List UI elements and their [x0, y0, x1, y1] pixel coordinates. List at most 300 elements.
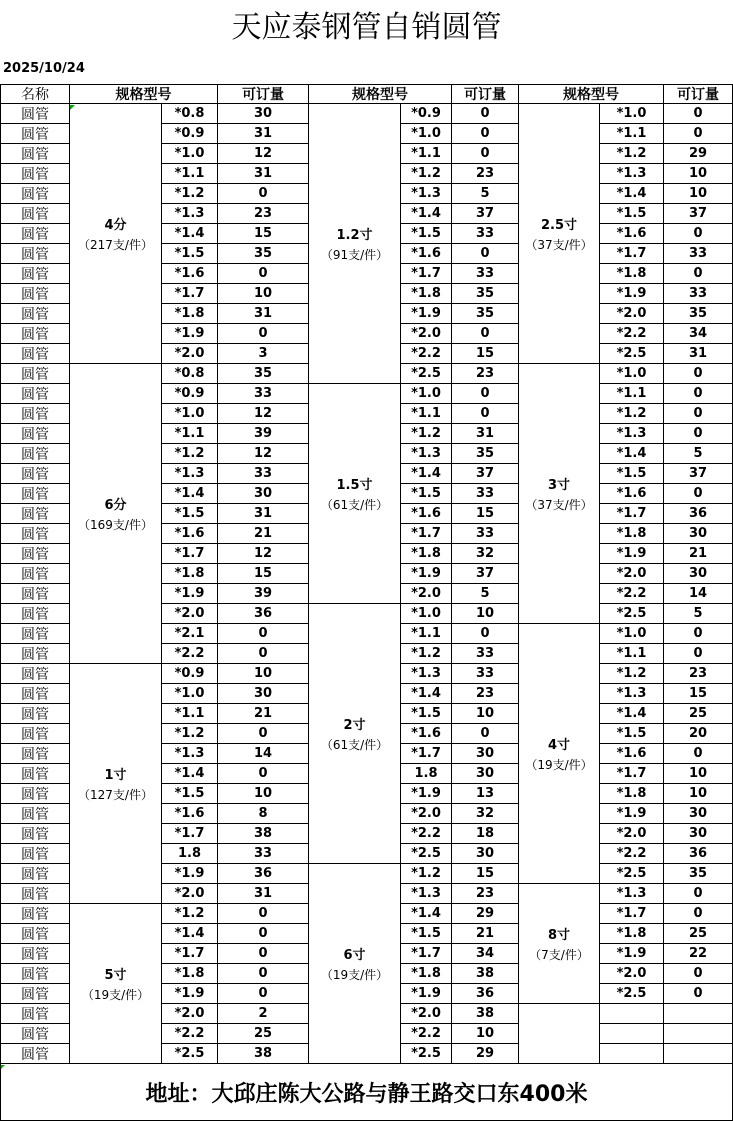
row-name-cell: 圆管 [0, 544, 70, 564]
qty-cell: 0 [664, 424, 733, 444]
qty-cell: 10 [218, 664, 309, 684]
row-name-cell: 圆管 [0, 744, 70, 764]
spec-cell: *1.2 [401, 164, 452, 184]
qty-cell: 0 [664, 644, 733, 664]
qty-cell: 5 [664, 604, 733, 624]
row-name-cell: 圆管 [0, 564, 70, 584]
qty-cell: 18 [452, 824, 519, 844]
qty-cell: 33 [452, 484, 519, 504]
qty-cell: 0 [218, 904, 309, 924]
qty-cell: 30 [218, 684, 309, 704]
group-label: 8寸 [547, 928, 571, 943]
spec-cell: *2.2 [162, 644, 218, 664]
spec-cell: *2.0 [401, 584, 452, 604]
spec-cell: *1.7 [600, 904, 664, 924]
spec-cell: *1.2 [600, 404, 664, 424]
qty-cell: 38 [218, 1044, 309, 1064]
spec-cell: *1.8 [600, 784, 664, 804]
group-label: 3寸 [547, 478, 571, 493]
spec-cell: *1.6 [162, 804, 218, 824]
spec-cell: *1.8 [600, 924, 664, 944]
spec-group [309, 384, 401, 604]
qty-cell: 33 [452, 664, 519, 684]
row-name-cell: 圆管 [0, 764, 70, 784]
qty-cell: 35 [218, 364, 309, 384]
spec-cell: *1.6 [600, 744, 664, 764]
qty-cell: 35 [452, 444, 519, 464]
spec-cell: *1.5 [600, 204, 664, 224]
spec-cell: *2.0 [600, 824, 664, 844]
header-spec: 规格型号 [519, 84, 664, 104]
row-name-cell: 圆管 [0, 404, 70, 424]
qty-cell: 12 [218, 544, 309, 564]
spec-cell: *1.1 [401, 144, 452, 164]
group-label: 1寸 [104, 768, 127, 783]
qty-cell: 10 [664, 784, 733, 804]
spec-cell: *1.4 [401, 684, 452, 704]
row-name-cell: 圆管 [0, 124, 70, 144]
spec-cell: *1.8 [401, 964, 452, 984]
spec-cell: *1.2 [600, 144, 664, 164]
spec-cell [600, 1004, 664, 1024]
qty-cell: 36 [664, 504, 733, 524]
qty-cell: 5 [452, 184, 519, 204]
qty-cell: 30 [664, 524, 733, 544]
spec-cell: *2.5 [401, 1044, 452, 1064]
spec-cell [600, 1024, 664, 1044]
spec-cell: *1.3 [162, 204, 218, 224]
row-name-cell: 圆管 [0, 704, 70, 724]
spec-cell: *2.0 [600, 564, 664, 584]
spec-cell: *1.3 [401, 664, 452, 684]
qty-cell: 29 [664, 144, 733, 164]
spec-cell: *1.6 [162, 524, 218, 544]
spec-cell: *2.5 [600, 984, 664, 1004]
spec-cell: *1.8 [600, 524, 664, 544]
row-name-cell: 圆管 [0, 844, 70, 864]
qty-cell: 0 [664, 744, 733, 764]
spec-cell: *2.0 [401, 1004, 452, 1024]
qty-cell: 39 [218, 584, 309, 604]
spec-cell: *0.9 [162, 664, 218, 684]
header-qty: 可订量 [218, 84, 309, 104]
spec-cell: *1.9 [401, 784, 452, 804]
row-name-cell: 圆管 [0, 164, 70, 184]
row-name-cell: 圆管 [0, 664, 70, 684]
qty-cell [664, 1024, 733, 1044]
row-name-cell: 圆管 [0, 884, 70, 904]
qty-cell: 25 [218, 1024, 309, 1044]
qty-cell: 30 [452, 764, 519, 784]
qty-cell: 38 [218, 824, 309, 844]
spec-cell: *1.6 [401, 244, 452, 264]
qty-cell: 0 [218, 644, 309, 664]
qty-cell: 35 [452, 284, 519, 304]
row-name-cell: 圆管 [0, 944, 70, 964]
spec-cell: *1.3 [600, 424, 664, 444]
qty-cell: 0 [218, 324, 309, 344]
spec-cell: *1.9 [600, 284, 664, 304]
spec-cell: *1.7 [401, 264, 452, 284]
qty-cell: 31 [218, 124, 309, 144]
qty-cell: 23 [452, 164, 519, 184]
row-name-cell: 圆管 [0, 1004, 70, 1024]
qty-cell: 30 [664, 804, 733, 824]
qty-cell: 10 [452, 1024, 519, 1044]
qty-cell: 25 [664, 924, 733, 944]
spec-group [519, 1004, 600, 1064]
spec-cell: *1.2 [401, 644, 452, 664]
qty-cell: 0 [664, 904, 733, 924]
group-pack-size: （19支/件） [81, 988, 150, 1002]
spec-cell: *0.8 [162, 104, 218, 124]
qty-cell: 15 [218, 224, 309, 244]
spec-cell: *1.5 [600, 724, 664, 744]
spec-cell: *1.9 [401, 984, 452, 1004]
spec-group [70, 104, 162, 364]
group-pack-size: （91支/件） [320, 248, 389, 262]
row-name-cell: 圆管 [0, 484, 70, 504]
qty-cell: 21 [452, 924, 519, 944]
qty-cell: 22 [664, 944, 733, 964]
qty-cell: 0 [452, 724, 519, 744]
spec-cell: *1.0 [162, 144, 218, 164]
row-name-cell: 圆管 [0, 724, 70, 744]
row-name-cell: 圆管 [0, 424, 70, 444]
qty-cell: 10 [664, 164, 733, 184]
qty-cell: 0 [664, 364, 733, 384]
spec-cell: *1.5 [401, 924, 452, 944]
spec-cell: *2.0 [162, 1004, 218, 1024]
qty-cell: 10 [452, 604, 519, 624]
spec-cell: *2.2 [401, 344, 452, 364]
report-date: 2025/10/24 [3, 61, 85, 76]
spec-cell: *1.1 [162, 704, 218, 724]
group-pack-size: （19支/件） [320, 968, 389, 982]
spec-cell: *1.3 [401, 444, 452, 464]
spec-cell: *1.4 [600, 444, 664, 464]
qty-cell: 30 [218, 484, 309, 504]
qty-cell: 15 [452, 504, 519, 524]
spec-group [70, 364, 162, 664]
spec-cell: *0.9 [401, 104, 452, 124]
group-label: 2.5寸 [540, 218, 578, 233]
spec-cell: *1.8 [162, 964, 218, 984]
qty-cell: 30 [664, 564, 733, 584]
spec-cell: *2.5 [600, 604, 664, 624]
qty-cell: 36 [218, 864, 309, 884]
spec-group [309, 104, 401, 384]
qty-cell: 0 [452, 144, 519, 164]
spec-cell: *1.1 [401, 404, 452, 424]
spec-cell: *1.4 [162, 924, 218, 944]
spec-cell: *1.6 [600, 484, 664, 504]
spec-cell: *1.1 [162, 164, 218, 184]
qty-cell: 0 [664, 624, 733, 644]
row-name-cell: 圆管 [0, 904, 70, 924]
spec-cell: *1.3 [600, 164, 664, 184]
row-name-cell: 圆管 [0, 964, 70, 984]
qty-cell: 37 [664, 204, 733, 224]
row-name-cell: 圆管 [0, 304, 70, 324]
qty-cell: 0 [452, 244, 519, 264]
spec-group [519, 104, 600, 364]
row-name-cell: 圆管 [0, 624, 70, 644]
spec-cell: *2.5 [401, 364, 452, 384]
spec-cell: *1.7 [600, 504, 664, 524]
qty-cell: 21 [664, 544, 733, 564]
qty-cell: 15 [664, 684, 733, 704]
spec-cell: *2.0 [162, 604, 218, 624]
qty-cell: 21 [218, 704, 309, 724]
spec-cell: *1.9 [401, 564, 452, 584]
spec-cell: *2.5 [600, 344, 664, 364]
qty-cell: 8 [218, 804, 309, 824]
spec-cell: *1.2 [600, 664, 664, 684]
qty-cell: 31 [218, 164, 309, 184]
qty-cell: 21 [218, 524, 309, 544]
spec-cell: *1.2 [162, 444, 218, 464]
spec-cell: *1.9 [162, 584, 218, 604]
spec-cell: *2.2 [600, 844, 664, 864]
spec-cell: *1.0 [401, 604, 452, 624]
group-label: 4分 [104, 218, 127, 233]
qty-cell: 33 [218, 464, 309, 484]
row-name-cell: 圆管 [0, 524, 70, 544]
stock-table [0, 84, 733, 1064]
qty-cell: 30 [452, 844, 519, 864]
row-name-cell: 圆管 [0, 284, 70, 304]
address-footer: 地址：大邱庄陈大公路与静王路交口东400米 [0, 1064, 733, 1121]
qty-cell: 0 [218, 624, 309, 644]
qty-cell: 33 [452, 224, 519, 244]
qty-cell: 25 [664, 704, 733, 724]
spec-cell: *1.2 [401, 424, 452, 444]
spec-cell: *2.0 [401, 804, 452, 824]
qty-cell: 30 [218, 104, 309, 124]
header-qty: 可订量 [452, 84, 519, 104]
spec-group [70, 664, 162, 904]
qty-cell: 0 [218, 964, 309, 984]
row-name-cell: 圆管 [0, 804, 70, 824]
spec-cell: *1.3 [600, 684, 664, 704]
spec-cell: *1.3 [401, 884, 452, 904]
qty-cell: 0 [664, 124, 733, 144]
qty-cell: 30 [664, 824, 733, 844]
qty-cell: 0 [218, 944, 309, 964]
qty-cell: 0 [218, 764, 309, 784]
spec-cell: *1.3 [401, 184, 452, 204]
group-pack-size: （7支/件） [529, 948, 589, 962]
qty-cell: 0 [664, 484, 733, 504]
group-pack-size: （19支/件） [525, 758, 593, 772]
qty-cell: 0 [664, 104, 733, 124]
spec-cell: *1.9 [600, 804, 664, 824]
spec-cell: *1.5 [600, 464, 664, 484]
row-name-cell: 圆管 [0, 264, 70, 284]
spec-cell: *0.9 [162, 384, 218, 404]
spec-cell: *2.2 [401, 824, 452, 844]
spec-cell: *1.9 [162, 984, 218, 1004]
spec-cell: *1.7 [162, 824, 218, 844]
qty-cell: 34 [452, 944, 519, 964]
cell-note-marker [70, 105, 75, 110]
qty-cell: 0 [452, 404, 519, 424]
spec-cell: *1.9 [600, 544, 664, 564]
qty-cell: 32 [452, 804, 519, 824]
qty-cell: 30 [452, 744, 519, 764]
spec-cell: *1.4 [401, 464, 452, 484]
qty-cell: 15 [452, 864, 519, 884]
row-name-cell: 圆管 [0, 144, 70, 164]
spec-group [309, 604, 401, 864]
spec-cell: *0.8 [162, 364, 218, 384]
group-pack-size: （127支/件） [78, 788, 153, 802]
spec-cell: *1.7 [401, 524, 452, 544]
row-name-cell: 圆管 [0, 204, 70, 224]
header-spec: 规格型号 [70, 84, 218, 104]
qty-cell: 0 [452, 384, 519, 404]
qty-cell: 31 [218, 884, 309, 904]
qty-cell: 31 [218, 304, 309, 324]
qty-cell: 10 [452, 704, 519, 724]
qty-cell: 29 [452, 904, 519, 924]
qty-cell: 12 [218, 144, 309, 164]
qty-cell: 0 [664, 984, 733, 1004]
group-pack-size: （61支/件） [320, 738, 389, 752]
qty-cell: 5 [664, 444, 733, 464]
row-name-cell: 圆管 [0, 864, 70, 884]
row-name-cell: 圆管 [0, 784, 70, 804]
spec-cell: *1.4 [600, 704, 664, 724]
row-name-cell: 圆管 [0, 504, 70, 524]
qty-cell: 33 [218, 844, 309, 864]
qty-cell: 31 [218, 504, 309, 524]
qty-cell: 33 [218, 384, 309, 404]
row-name-cell: 圆管 [0, 224, 70, 244]
qty-cell: 37 [664, 464, 733, 484]
spec-cell: *1.4 [162, 764, 218, 784]
qty-cell: 36 [218, 604, 309, 624]
spec-cell: *2.2 [162, 1024, 218, 1044]
spec-group [519, 624, 600, 884]
spec-cell: *1.3 [162, 744, 218, 764]
row-name-cell: 圆管 [0, 1024, 70, 1044]
qty-cell: 2 [218, 1004, 309, 1024]
header-spec: 规格型号 [309, 84, 452, 104]
spec-cell: *1.4 [401, 204, 452, 224]
spec-group [70, 904, 162, 1064]
qty-cell: 10 [664, 184, 733, 204]
spec-cell: *2.0 [600, 964, 664, 984]
qty-cell: 33 [452, 644, 519, 664]
qty-cell: 0 [664, 264, 733, 284]
qty-cell: 39 [218, 424, 309, 444]
qty-cell: 37 [452, 464, 519, 484]
qty-cell: 12 [218, 404, 309, 424]
spec-cell: *1.2 [162, 724, 218, 744]
qty-cell: 33 [452, 264, 519, 284]
row-name-cell: 圆管 [0, 324, 70, 344]
qty-cell: 0 [218, 924, 309, 944]
spec-group [309, 864, 401, 1064]
spec-cell: *2.5 [162, 1044, 218, 1064]
spec-cell: *1.1 [600, 644, 664, 664]
qty-cell: 15 [452, 344, 519, 364]
spec-cell: *2.1 [162, 624, 218, 644]
qty-cell: 0 [218, 264, 309, 284]
group-label: 1.5寸 [336, 478, 373, 493]
spec-cell: *1.8 [401, 544, 452, 564]
row-name-cell: 圆管 [0, 604, 70, 624]
qty-cell: 13 [452, 784, 519, 804]
spec-cell: *1.4 [600, 184, 664, 204]
row-name-cell: 圆管 [0, 364, 70, 384]
qty-cell [664, 1004, 733, 1024]
spec-cell: *0.9 [162, 124, 218, 144]
qty-cell: 29 [452, 1044, 519, 1064]
qty-cell: 15 [218, 564, 309, 584]
spec-cell: *1.7 [401, 944, 452, 964]
qty-cell: 31 [664, 344, 733, 364]
spec-cell: *2.0 [401, 324, 452, 344]
qty-cell: 10 [218, 284, 309, 304]
qty-cell: 23 [664, 664, 733, 684]
row-name-cell: 圆管 [0, 104, 70, 124]
qty-cell: 0 [218, 724, 309, 744]
spec-cell: *1.4 [401, 904, 452, 924]
spec-cell: *1.5 [162, 244, 218, 264]
spec-cell: *1.8 [401, 284, 452, 304]
qty-cell: 0 [664, 964, 733, 984]
qty-cell: 5 [452, 584, 519, 604]
qty-cell: 33 [664, 284, 733, 304]
spec-cell: *1.0 [600, 624, 664, 644]
spec-cell: *1.9 [401, 304, 452, 324]
qty-cell: 33 [452, 524, 519, 544]
spec-cell: *1.8 [600, 264, 664, 284]
row-name-cell: 圆管 [0, 184, 70, 204]
spec-cell: *2.0 [162, 344, 218, 364]
group-pack-size: （217支/件） [78, 238, 153, 252]
spec-cell: *1.0 [401, 124, 452, 144]
spec-cell: *2.5 [600, 864, 664, 884]
qty-cell: 34 [664, 324, 733, 344]
spec-cell: *1.6 [600, 224, 664, 244]
spec-cell: *2.2 [600, 584, 664, 604]
spec-cell: *1.7 [162, 284, 218, 304]
qty-cell: 0 [664, 224, 733, 244]
qty-cell: 0 [452, 124, 519, 144]
group-pack-size: （37支/件） [525, 498, 593, 512]
group-label: 2寸 [343, 718, 366, 733]
spec-cell: *2.5 [401, 844, 452, 864]
qty-cell: 36 [664, 844, 733, 864]
qty-cell: 0 [218, 184, 309, 204]
spec-cell: *2.0 [600, 304, 664, 324]
spec-cell: *1.4 [162, 484, 218, 504]
group-pack-size: （61支/件） [320, 498, 389, 512]
page-title: 天应泰钢管自销圆管 [231, 10, 502, 45]
spec-cell [600, 1044, 664, 1064]
spec-cell: *1.2 [162, 184, 218, 204]
spec-cell: *1.7 [162, 944, 218, 964]
spec-cell: *2.2 [600, 324, 664, 344]
qty-cell: 37 [452, 204, 519, 224]
spec-cell: *2.2 [401, 1024, 452, 1044]
qty-cell: 10 [664, 764, 733, 784]
spec-cell: *1.4 [162, 224, 218, 244]
